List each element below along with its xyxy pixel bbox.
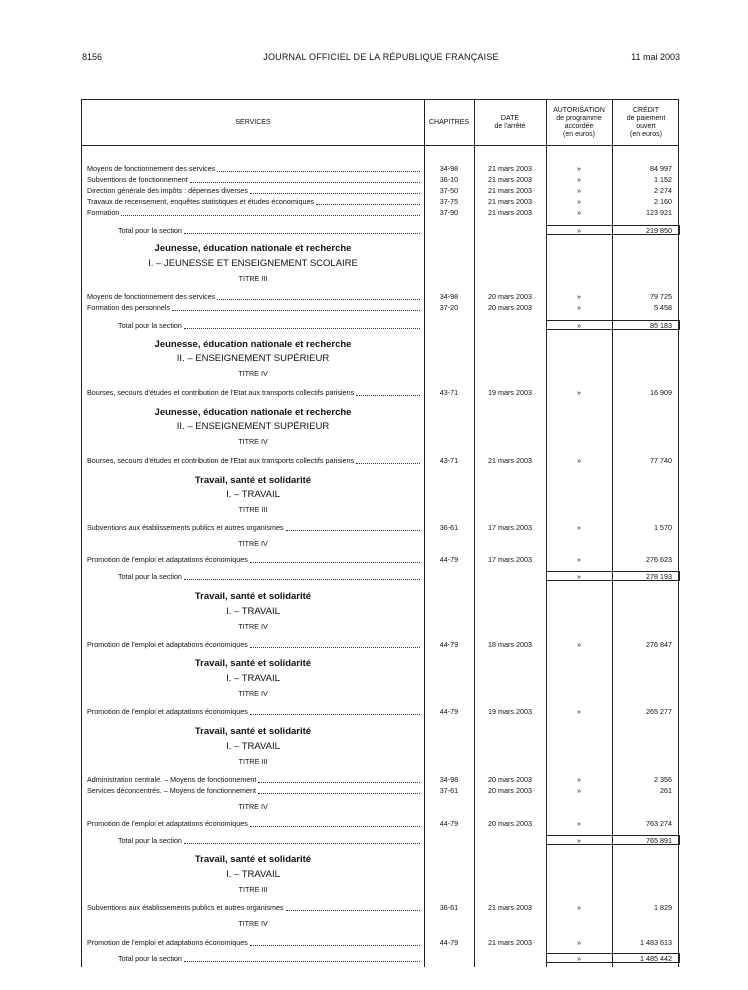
row-label: Promotion de l'emploi et adaptations économiques [87,555,248,564]
col-divider [474,100,475,967]
row-date: 19 mars 2003 [488,388,532,397]
row-credit: 276 847 [646,640,672,649]
row-date: 20 mars 2003 [488,819,532,828]
row-label: Bourses, secours d'études et contribution de l'Etat aux transports collectifs parisiens [87,388,355,397]
titre-heading: TITRE IV [238,802,268,811]
page-number: 8156 [82,52,103,62]
col-header-aut-line: de programme [556,115,602,122]
titre-heading: TITRE III [238,274,268,283]
row-date: 21 mars 2003 [488,186,532,195]
row-date: 21 mars 2003 [488,456,532,465]
dotted-leader [258,793,420,794]
row-label: Moyens de fonctionnement des services [87,292,216,301]
row-chapitre: 44-79 [439,555,459,564]
dotted-leader [184,579,420,580]
section-ministry-title: Jeunesse, éducation nationale et recherche [154,339,352,350]
col-header-credit-line: (en euros) [630,131,662,138]
row-chapitre: 34-98 [439,164,459,173]
row-credit: 1 570 [654,523,672,532]
row-label: Direction générale des impôts : dépenses diverses [87,186,249,195]
titre-heading: TITRE IV [238,689,268,698]
row-autorisation: » [577,292,581,301]
section-ministry-title: Travail, santé et solidarité [194,475,312,486]
dotted-leader [356,395,420,396]
issue-date: 11 mai 2003 [631,52,680,62]
total-label: Total pour la section [118,836,182,845]
row-autorisation: » [577,456,581,465]
row-date: 21 mars 2003 [488,164,532,173]
row-label: Promotion de l'emploi et adaptations économiques [87,640,248,649]
row-date: 17 mars 2003 [488,555,532,564]
col-header-autorisation [546,107,612,139]
row-chapitre: 44-79 [439,819,459,828]
row-credit: 261 [660,786,672,795]
header-divider [82,145,678,146]
section-ministry-title: Travail, santé et solidarité [194,726,312,737]
dotted-leader [286,530,420,531]
section-subtitle: I. – TRAVAIL [226,673,280,684]
total-label: Total pour la section [118,954,182,963]
col-header-aut-line: (en euros) [563,131,595,138]
row-autorisation: » [577,707,581,716]
total-credit: 278 193 [646,572,672,581]
row-chapitre: 37-20 [439,303,459,312]
row-chapitre: 36-61 [439,903,459,912]
section-subtitle: II. – ENSEIGNEMENT SUPÉRIEUR [176,421,330,432]
total-credit: 219 850 [646,226,672,235]
row-chapitre: 34-98 [439,292,459,301]
row-date: 17 mars 2003 [488,523,532,532]
row-credit: 77 740 [650,456,672,465]
row-label: Services déconcentrés. – Moyens de fonctionnement [87,786,257,795]
col-header-chapitres: CHAPITRES [428,119,470,126]
dotted-leader [258,782,420,783]
section-ministry-title: Jeunesse, éducation nationale et recherche [154,407,352,418]
row-chapitre: 37-75 [439,197,459,206]
row-label: Promotion de l'emploi et adaptations économiques [87,819,248,828]
row-chapitre: 43-71 [439,388,459,397]
dotted-leader [250,945,420,946]
row-autorisation: » [577,819,581,828]
row-credit: 1 152 [654,175,672,184]
row-date: 20 mars 2003 [488,292,532,301]
col-header-date-line: de l'arrêté [494,123,526,130]
row-date: 21 mars 2003 [488,938,532,947]
section-ministry-title: Travail, santé et solidarité [194,658,312,669]
row-credit: 5 458 [654,303,672,312]
row-label: Formation [87,208,120,217]
page-header [82,52,680,66]
row-credit: 1 483 613 [640,938,672,947]
row-date: 21 mars 2003 [488,175,532,184]
titre-heading: TITRE IV [238,919,268,928]
dotted-leader [286,910,420,911]
total-credit: 765 891 [646,836,672,845]
row-date: 20 mars 2003 [488,786,532,795]
dotted-leader [217,299,420,300]
titre-heading: TITRE III [238,885,268,894]
row-date: 20 mars 2003 [488,775,532,784]
row-credit: 2 160 [654,197,672,206]
dotted-leader [184,843,420,844]
col-header-credit-line: de paiement [626,115,666,122]
row-autorisation: » [577,388,581,397]
row-autorisation: » [577,775,581,784]
row-date: 21 mars 2003 [488,903,532,912]
col-header-services: SERVICES [235,119,271,126]
row-credit: 2 274 [654,186,672,195]
row-label: Formation des personnels [87,303,171,312]
row-label: Moyens de fonctionnement des services [87,164,216,173]
row-autorisation: » [577,786,581,795]
total-autorisation: » [577,321,581,330]
titre-heading: TITRE IV [238,622,268,631]
total-label: Total pour la section [118,226,182,235]
total-label: Total pour la section [118,321,182,330]
total-credit: 85 183 [650,321,672,330]
dotted-leader [184,233,420,234]
section-subtitle: II. – ENSEIGNEMENT SUPÉRIEUR [176,353,330,364]
dotted-leader [172,310,420,311]
dotted-leader [121,215,420,216]
row-autorisation: » [577,640,581,649]
dotted-leader [356,463,420,464]
row-credit: 265 277 [646,707,672,716]
row-label: Promotion de l'emploi et adaptations économiques [87,707,248,716]
row-credit: 79 725 [650,292,672,301]
col-header-date-line: DATE [500,115,520,122]
total-credit: 1 485 442 [640,954,672,963]
row-chapitre: 37-50 [439,186,459,195]
titre-heading: TITRE IV [238,437,268,446]
row-autorisation: » [577,164,581,173]
row-chapitre: 36-61 [439,523,459,532]
row-chapitre: 36-10 [439,175,459,184]
titre-heading: TITRE IV [238,539,268,548]
row-label: Travaux de recensement, enquêtes statistiques et études économiques [87,197,315,206]
dotted-leader [217,171,420,172]
row-autorisation: » [577,938,581,947]
titre-heading: TITRE III [238,505,268,514]
row-chapitre: 44-79 [439,707,459,716]
col-header-credit-line: CRÉDIT [632,107,660,114]
row-chapitre: 34-98 [439,775,459,784]
section-ministry-title: Jeunesse, éducation nationale et recherche [154,243,352,254]
dotted-leader [250,562,420,563]
dotted-leader [316,204,420,205]
row-date: 21 mars 2003 [488,197,532,206]
col-header-aut-line: AUTORISATION [553,107,605,114]
dotted-leader [184,328,420,329]
row-autorisation: » [577,903,581,912]
row-date: 21 mars 2003 [488,208,532,217]
credits-table [81,99,679,967]
dotted-leader [190,182,420,183]
section-subtitle: I. – TRAVAIL [226,869,280,880]
row-autorisation: » [577,175,581,184]
row-credit: 763 274 [646,819,672,828]
total-autorisation: » [577,836,581,845]
row-date: 20 mars 2003 [488,303,532,312]
row-chapitre: 44-79 [439,640,459,649]
dotted-leader [250,193,420,194]
row-label: Bourses, secours d'études et contribution de l'Etat aux transports collectifs parisiens [87,456,355,465]
row-autorisation: » [577,197,581,206]
col-header-credit-line: ouvert [636,123,656,130]
row-label: Promotion de l'emploi et adaptations économiques [87,938,248,947]
row-credit: 1 829 [654,903,672,912]
col-header-credit [612,107,680,139]
row-autorisation: » [577,186,581,195]
dotted-leader [250,714,420,715]
row-autorisation: » [577,555,581,564]
col-header-aut-line: accordée [564,123,594,130]
row-credit: 276 623 [646,555,672,564]
section-ministry-title: Travail, santé et solidarité [194,854,312,865]
row-date: 18 mars 2003 [488,640,532,649]
row-date: 19 mars 2003 [488,707,532,716]
row-label: Subventions aux établissements publics et autres organismes [87,523,284,532]
section-subtitle: I. – TRAVAIL [226,606,280,617]
titre-heading: TITRE IV [238,369,268,378]
dotted-leader [184,961,420,962]
row-label: Subventions aux établissements publics et autres organismes [87,903,284,912]
total-label: Total pour la section [118,572,182,581]
row-autorisation: » [577,303,581,312]
section-subtitle: I. – TRAVAIL [226,489,280,500]
col-divider [424,100,425,967]
journal-title: JOURNAL OFFICIEL DE LA RÉPUBLIQUE FRANÇAISE [263,52,499,62]
section-subtitle: I. – TRAVAIL [226,741,280,752]
dotted-leader [250,826,420,827]
col-header-date [474,115,546,131]
row-label: Administration centrale. – Moyens de fonctionnement [87,775,257,784]
row-credit: 16 909 [650,388,672,397]
section-subtitle: I. – JEUNESSE ET ENSEIGNEMENT SCOLAIRE [148,258,358,269]
total-autorisation: » [577,226,581,235]
total-autorisation: » [577,954,581,963]
dotted-leader [250,647,420,648]
row-credit: 84 997 [650,164,672,173]
row-label: Subventions de fonctionnement [87,175,188,184]
section-ministry-title: Travail, santé et solidarité [194,591,312,602]
row-autorisation: » [577,208,581,217]
row-chapitre: 44-79 [439,938,459,947]
row-chapitre: 43-71 [439,456,459,465]
row-autorisation: » [577,523,581,532]
row-chapitre: 37-90 [439,208,459,217]
row-credit: 123 921 [646,208,672,217]
row-credit: 2 356 [654,775,672,784]
row-chapitre: 37-61 [439,786,459,795]
titre-heading: TITRE III [238,757,268,766]
total-autorisation: » [577,572,581,581]
